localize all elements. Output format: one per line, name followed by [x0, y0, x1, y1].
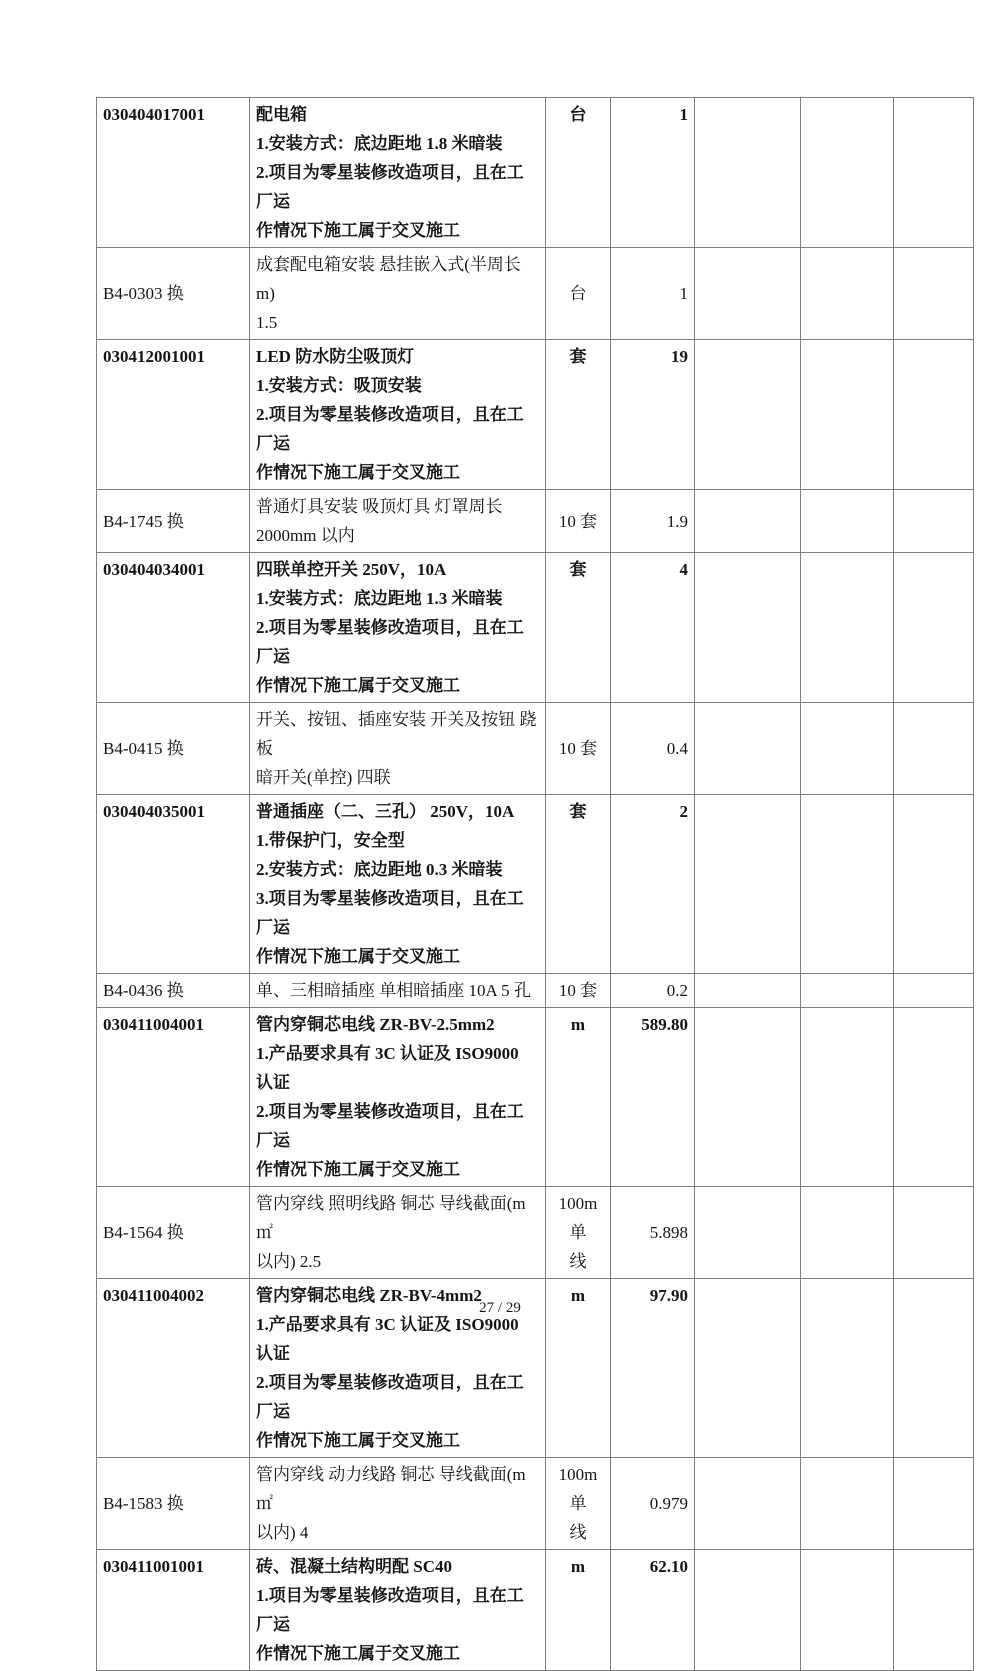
item-unit: 套 [546, 795, 611, 974]
item-quantity: 1 [611, 98, 695, 248]
item-code: 030411004001 [97, 1008, 250, 1187]
table-row [97, 974, 974, 1008]
blank-cell-2 [801, 1550, 894, 1671]
item-quantity: 2 [611, 795, 695, 974]
item-unit: 10 套 [546, 490, 611, 553]
item-code: 030404034001 [97, 553, 250, 703]
item-code: B4-0436 换 [97, 974, 250, 1008]
blank-cell-1 [695, 1187, 801, 1279]
item-description: 配电箱 1.安装方式：底边距地 1.8 米暗装 2.项目为零星装修改造项目，且在工厂运 作情况下施工属于交叉施工 [250, 98, 546, 248]
blank-cell-3 [894, 1008, 974, 1187]
blank-cell-2 [801, 974, 894, 1008]
item-description: 管内穿线 照明线路 铜芯 导线截面(m ㎡ 以内) 2.5 [250, 1187, 546, 1279]
table-row [97, 248, 974, 340]
blank-cell-2 [801, 340, 894, 490]
table-row [97, 1008, 974, 1187]
item-quantity: 19 [611, 340, 695, 490]
blank-cell-3 [894, 1550, 974, 1671]
table-row [97, 1550, 974, 1671]
item-description: 砖、混凝土结构明配 SC40 1.项目为零星装修改造项目，且在工厂运 作情况下施工属于交叉施工 [250, 1550, 546, 1671]
item-description: 成套配电箱安装 悬挂嵌入式(半周长 m) 1.5 [250, 248, 546, 340]
blank-cell-3 [894, 340, 974, 490]
item-code: 030411004002 [97, 1279, 250, 1458]
table-row [97, 490, 974, 553]
blank-cell-1 [695, 553, 801, 703]
table-row [97, 1187, 974, 1279]
item-unit: m [546, 1550, 611, 1671]
item-quantity: 5.898 [611, 1187, 695, 1279]
item-description: 普通插座（二、三孔） 250V，10A 1.带保护门，安全型 2.安装方式：底边距地 0.3 米暗装 3.项目为零星装修改造项目，且在工厂运 作情况下施工属于交叉施工 [250, 795, 546, 974]
item-description: 普通灯具安装 吸顶灯具 灯罩周长 2000mm 以内 [250, 490, 546, 553]
item-description: 四联单控开关 250V，10A 1.安装方式：底边距地 1.3 米暗装 2.项目为零星装修改造项目，且在工厂运 作情况下施工属于交叉施工 [250, 553, 546, 703]
item-unit: 台 [546, 98, 611, 248]
item-code: B4-1583 换 [97, 1458, 250, 1550]
item-unit: 100m 单 线 [546, 1458, 611, 1550]
table-row [97, 795, 974, 974]
blank-cell-3 [894, 795, 974, 974]
blank-cell-2 [801, 98, 894, 248]
item-code: 030404035001 [97, 795, 250, 974]
item-unit: m [546, 1008, 611, 1187]
item-code: 030412001001 [97, 340, 250, 490]
blank-cell-3 [894, 248, 974, 340]
blank-cell-3 [894, 1187, 974, 1279]
item-unit: 10 套 [546, 974, 611, 1008]
item-unit: 100m 单 线 [546, 1187, 611, 1279]
blank-cell-2 [801, 1187, 894, 1279]
item-quantity: 1.9 [611, 490, 695, 553]
blank-cell-3 [894, 703, 974, 795]
item-description: 管内穿铜芯电线 ZR-BV-2.5mm2 1.产品要求具有 3C 认证及 ISO9000 认证 2.项目为零星装修改造项目，且在工厂运 作情况下施工属于交叉施工 [250, 1008, 546, 1187]
boq-table-body [97, 98, 974, 1671]
blank-cell-1 [695, 1458, 801, 1550]
item-description: 管内穿铜芯电线 ZR-BV-4mm2 1.产品要求具有 3C 认证及 ISO9000 认证 2.项目为零星装修改造项目，且在工厂运 作情况下施工属于交叉施工 [250, 1279, 546, 1458]
item-quantity: 0.979 [611, 1458, 695, 1550]
page-number: 27 / 29 [479, 1300, 521, 1316]
item-code: B4-1745 换 [97, 490, 250, 553]
blank-cell-3 [894, 553, 974, 703]
item-unit: 10 套 [546, 703, 611, 795]
table-row [97, 1458, 974, 1550]
item-description: 单、三相暗插座 单相暗插座 10A 5 孔 [250, 974, 546, 1008]
item-code: 030404017001 [97, 98, 250, 248]
item-code: B4-1564 换 [97, 1187, 250, 1279]
boq-table [96, 97, 974, 1671]
item-description: 管内穿线 动力线路 铜芯 导线截面(m ㎡ 以内) 4 [250, 1458, 546, 1550]
blank-cell-3 [894, 98, 974, 248]
item-quantity: 1 [611, 248, 695, 340]
table-row [97, 340, 974, 490]
blank-cell-1 [695, 248, 801, 340]
blank-cell-3 [894, 490, 974, 553]
blank-cell-1 [695, 490, 801, 553]
item-quantity: 4 [611, 553, 695, 703]
item-unit: 台 [546, 248, 611, 340]
blank-cell-1 [695, 974, 801, 1008]
blank-cell-2 [801, 553, 894, 703]
item-quantity: 589.80 [611, 1008, 695, 1187]
blank-cell-1 [695, 98, 801, 248]
item-unit: m [546, 1279, 611, 1458]
blank-cell-2 [801, 1458, 894, 1550]
table-row [97, 98, 974, 248]
blank-cell-1 [695, 340, 801, 490]
item-description: 开关、按钮、插座安装 开关及按钮 跷板 暗开关(单控) 四联 [250, 703, 546, 795]
blank-cell-2 [801, 490, 894, 553]
item-quantity: 0.4 [611, 703, 695, 795]
blank-cell-1 [695, 703, 801, 795]
blank-cell-2 [801, 703, 894, 795]
item-unit: 套 [546, 340, 611, 490]
item-code: B4-0303 换 [97, 248, 250, 340]
blank-cell-1 [695, 1008, 801, 1187]
table-row [97, 703, 974, 795]
table-row [97, 553, 974, 703]
item-code: 030411001001 [97, 1550, 250, 1671]
blank-cell-3 [894, 974, 974, 1008]
item-code: B4-0415 换 [97, 703, 250, 795]
item-quantity: 62.10 [611, 1550, 695, 1671]
item-description: LED 防水防尘吸顶灯 1.安装方式：吸顶安装 2.项目为零星装修改造项目，且在工厂运 作情况下施工属于交叉施工 [250, 340, 546, 490]
item-quantity: 0.2 [611, 974, 695, 1008]
item-unit: 套 [546, 553, 611, 703]
item-quantity: 97.90 [611, 1279, 695, 1458]
blank-cell-2 [801, 1008, 894, 1187]
blank-cell-2 [801, 248, 894, 340]
blank-cell-2 [801, 795, 894, 974]
blank-cell-1 [695, 1550, 801, 1671]
blank-cell-3 [894, 1458, 974, 1550]
blank-cell-1 [695, 795, 801, 974]
